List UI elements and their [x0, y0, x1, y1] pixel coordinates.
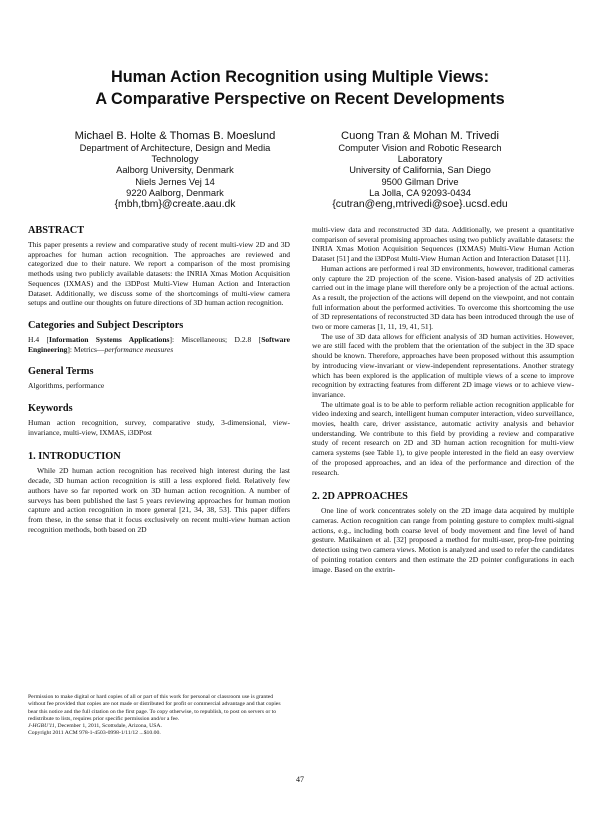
general-terms-text: Algorithms, performance [28, 381, 105, 391]
author-department: Department of Architecture, Design and Media [79, 143, 271, 153]
approaches-paragraph: One line of work concentrates solely on the 2D image data acquired by multiple cameras. Action recognition can range from pointing gesture to complex multi-signal actions, e.g., including both coarse level of body movement and fine level of hand gesture. Matikainen et al. [32] proposed a method for multi-user, prop-free pointing detection using two camera views. Motion is analyzed and used to refer the candidates of pointing rotation centers and then estimate the 2D pointer configurations in each image. Based on the extrin- [312, 506, 574, 574]
venue-details: December 1, 2011, Scottsdale, Arizona, USA. [56, 723, 162, 730]
introduction-paragraph: The use of 3D data allows for efficient analysis of 3D human activities. However, we are still faced with the problem that the orientation of the subject in the 3D space should be known. Therefore, approaches have been proposed without this assumption by introducing view-invariant or view-independent representations. Another strategy which has been explored is the application of multiple views of a scene to improve recognition by extracting features from different 2D image views or to achieve view-invariance. [312, 331, 574, 399]
title-line-2: A Comparative Perspective on Recent Developments [95, 90, 505, 108]
copyright-line: Copyright 2011 ACM 978-1-4503-0998-1/11/12 ...$10.00. [28, 730, 161, 737]
introduction-paragraph: While 2D human action recognition has received high interest during the last decade, 3D human action recognition is still a less explored field. Relatively few authors have so far reported work on 3D human action recognition. A number of surveys has been published the last 5 years reviewing approaches for human motion capture and action recognition in more general [21, 34, 38, 53]. This paper differs from these, in the sense that it focus exclusively on recent multi-view human action recognition methods, both based on 2D [28, 466, 290, 534]
author-street: Niels Jernes Vej 14 [135, 176, 215, 187]
author-block-1 [60, 130, 290, 211]
category-name: Software Engineering [28, 334, 290, 354]
author-department-cont: Technology [151, 154, 199, 165]
author-block-2 [305, 130, 535, 211]
introduction-paragraph: The ultimate goal is to be able to perform reliable action recognition applicable for video indexing and search, intelligent human computer interaction, video surveillance, movies, health care, driver assistance, automatic activity analysis and behavior understanding. We contribute to this field by providing a review and comparative study of recent research on 2D and 3D human action recognition for multi-view camera systems (see Table 1), to give people interested in the field an easy overview of the proposed approaches, and an idea of the performance and direction of the research. [312, 399, 574, 477]
author-university: Aalborg University, Denmark [116, 165, 234, 176]
paper-title [40, 66, 560, 110]
introduction-heading: 1. INTRODUCTION [28, 451, 121, 463]
keywords-text: Human action recognition, survey, comparative study, 3-dimensional, view-invariance, multi-view, IXMAS, i3DPost [28, 418, 290, 437]
introduction-paragraph: Human actions are performed i real 3D environments, however, traditional cameras only capture the 2D projection of the scene. Vision-based analysis of 2D activities carried out in the image plane will therefore only be a projection of the actual actions. As a result, the projection of the actions will depend on the viewpoint, and not contain full information about the performed activities. To overcome this shortcoming the use of 3D representations of reconstructed 3D data has been introduced through the use of two or more cameras [1, 11, 19, 41, 51]. [312, 263, 574, 332]
author-city: 9220 Aalborg, Denmark [126, 187, 224, 198]
author-email[interactable]: {mbh,tbm}@create.aau.dk [114, 199, 236, 211]
author-email[interactable]: {cutran@eng,mtrivedi@soe}.ucsd.edu [332, 199, 508, 211]
author-university: University of California, San Diego [349, 165, 491, 176]
page-number: 47 [296, 775, 304, 784]
categories-heading: Categories and Subject Descriptors [28, 319, 184, 331]
copyright-notice [28, 694, 290, 738]
keywords-heading: Keywords [28, 403, 73, 415]
title-line-1: Human Action Recognition using Multiple Views: [110, 68, 490, 86]
author-department: Computer Vision and Robotic Research [338, 143, 502, 153]
category-code: H.4 [ [28, 334, 50, 344]
author-city: La Jolla, CA 92093-0434 [369, 187, 471, 198]
author-names: Michael B. Holte & Thomas B. Moeslund [74, 130, 276, 142]
venue-name: J-HGBU'11, [28, 723, 57, 730]
abstract-heading: ABSTRACT [28, 225, 85, 236]
author-street: 9500 Gilman Drive [381, 176, 459, 187]
category-rest: ]: Miscellaneous; D.2.8 [ [169, 334, 262, 344]
author-names: Cuong Tran & Mohan M. Trivedi [341, 130, 499, 142]
category-name: Information Systems Applications [49, 334, 170, 344]
right-column [312, 225, 574, 785]
introduction-paragraph-cont: multi-view data and reconstructed 3D data. Additionally, we present a quantitative comparison of several promising approaches using two publicly available datasets: the INRIA Xmas Motion Acquisition Sequences (IXMAS) Multi-View Human Action Dataset [51] and the i3DPost Multi-View Human Action and Interaction Dataset [11]. [312, 225, 574, 264]
categories-text [28, 335, 290, 354]
approaches-heading: 2. 2D APPROACHES [312, 491, 408, 503]
permission-text: Permission to make digital or hard copies of all or part of this work for personal or classroom use is granted without fee provided that copies are not made or distributed for profit or commercial advantage and that copies bear this notice and the full citation on the first page. To copy otherwise, to republish, to post on servers or to redistribute to lists, requires prior specific permission and/or a fee. [28, 694, 281, 722]
category-rest: ]: Metrics— [67, 344, 105, 354]
author-department-cont: Laboratory [397, 154, 443, 165]
general-terms-heading: General Terms [28, 366, 94, 378]
category-italic: performance measures [104, 344, 174, 354]
abstract-text: This paper presents a review and comparative study of recent multi-view 2D and 3D approaches for human action recognition. The approaches are reviewed and categorized due to their nature. We report a comparison of the most promising methods using two publicly available datasets: the INRIA Xmas Motion Acquisition Sequences (IXMAS) and the i3DPost Multi-View Human Action and Interaction Dataset. Additionally, we discuss some of the shortcomings of multi-view camera setups and outline our thoughts on future directions of 3D human action recognition. [28, 240, 290, 308]
